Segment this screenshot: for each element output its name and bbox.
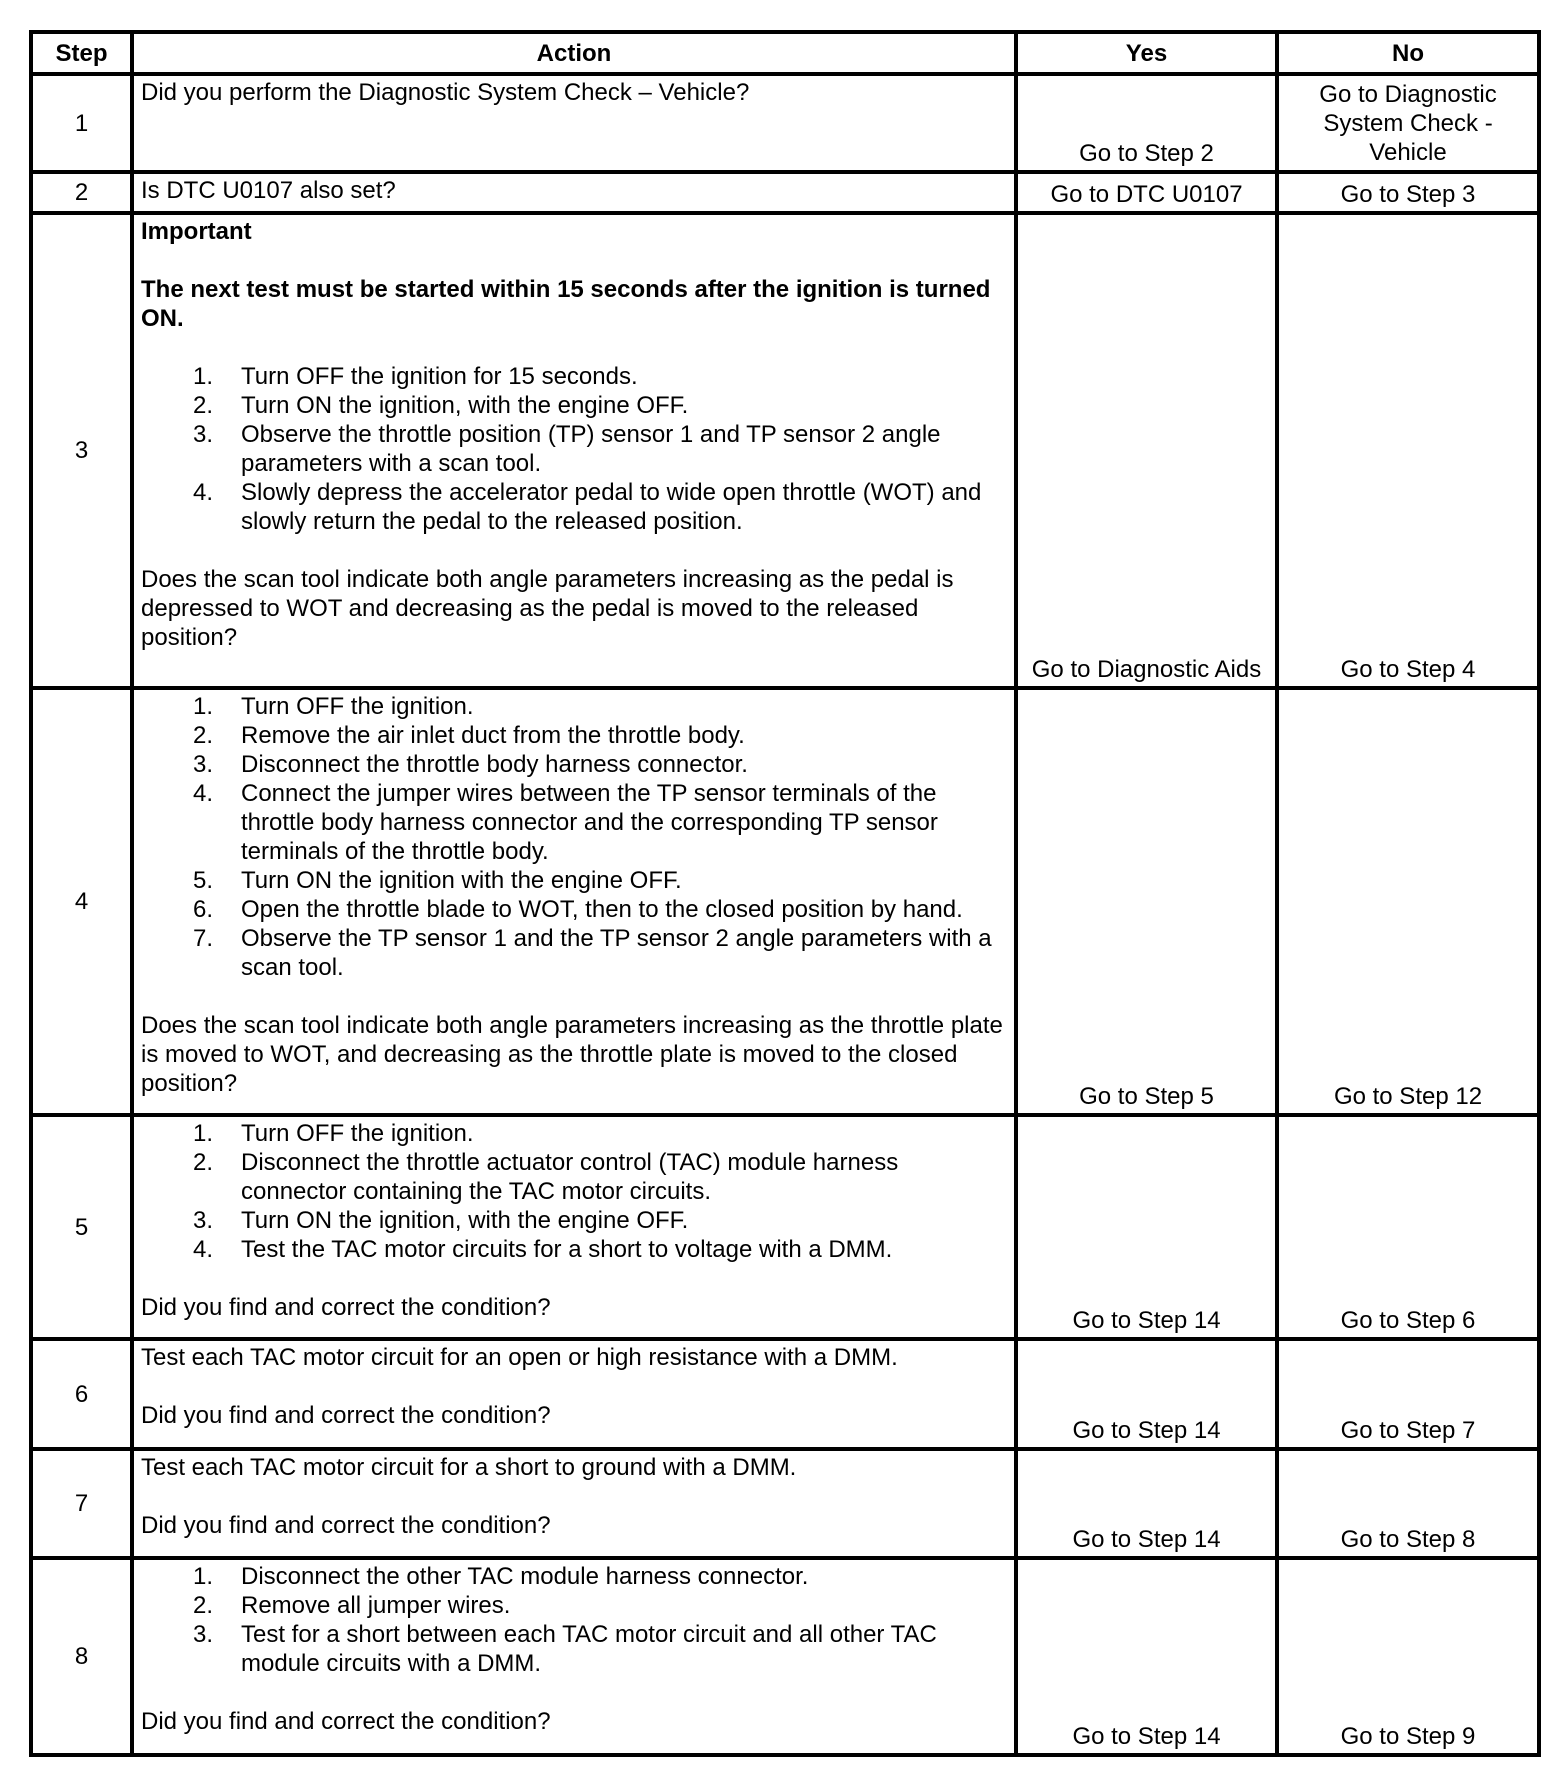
step-number: 6 [31,1339,132,1449]
list-item [141,1119,1007,1148]
no-cell: Go to Step 12 [1277,688,1539,1115]
question-text: Is DTC U0107 also set? [141,177,396,204]
item-number: 4. [192,479,213,506]
yes-cell: Go to Step 14 [1016,1449,1277,1558]
no-cell: Go to Step 7 [1277,1339,1539,1449]
item-number: 3. [192,1207,213,1234]
list-item [141,750,1007,779]
list-item [141,478,1007,536]
table-row [31,172,1539,213]
step-number: 5 [31,1115,132,1339]
item-text: Remove the air inlet duct from the throttle body. [241,722,745,749]
action-cell [132,1558,1016,1755]
header-row [31,32,1539,74]
procedure-list [141,1562,1007,1678]
question-text: Did you perform the Diagnostic System Check – Vehicle? [141,79,750,106]
list-item [141,1620,1007,1678]
list-item [141,1206,1007,1235]
item-number: 2. [192,1592,213,1619]
action-cell [132,172,1016,213]
yes-cell: Go to Step 14 [1016,1558,1277,1755]
question-text: Did you find and correct the condition? [141,1512,551,1539]
item-number: 3. [192,1621,213,1648]
question-text: Did you find and correct the condition? [141,1708,551,1735]
list-item [141,779,1007,866]
item-number: 5. [192,867,213,894]
no-cell: Go to Step 4 [1277,213,1539,688]
item-number: 2. [192,722,213,749]
question-text: Does the scan tool indicate both angle parameters increasing as the pedal is depressed to WOT and decreasing as the pedal is moved to the released position? [141,566,954,651]
item-number: 2. [192,392,213,419]
spacer [141,1372,1007,1401]
item-text: Remove all jumper wires. [241,1592,511,1619]
header-step: Step [31,32,132,74]
question-text: Did you find and correct the condition? [141,1294,551,1321]
important-text: The next test must be started within 15 seconds after the ignition is turned ON. [141,276,991,332]
item-text: Test for a short between each TAC motor circuit and all other TAC module circuits with a DMM. [241,1621,937,1677]
list-item [141,1235,1007,1264]
list-item [141,924,1007,982]
action-cell [132,1115,1016,1339]
item-text: Observe the throttle position (TP) sensor 1 and TP sensor 2 angle parameters with a scan tool. [241,421,941,477]
no-cell: Go to Step 9 [1277,1558,1539,1755]
action-cell [132,213,1016,688]
table-row [31,1449,1539,1558]
yes-cell: Go to Diagnostic Aids [1016,213,1277,688]
item-number: 1. [192,1563,213,1590]
item-text: Test the TAC motor circuits for a short to voltage with a DMM. [241,1236,893,1263]
header-no: No [1277,32,1539,74]
item-text: Disconnect the throttle actuator control (TAC) module harness connector containing the TAC motor circuits. [241,1149,899,1205]
item-number: 7. [192,925,213,952]
list-item [141,391,1007,420]
table-row [31,1558,1539,1755]
diagnostic-table [29,30,1541,1757]
list-item [141,420,1007,478]
item-number: 3. [192,421,213,448]
no-cell: Go to Step 6 [1277,1115,1539,1339]
no-cell: Go to Diagnostic System Check - Vehicle [1277,74,1539,172]
no-cell: Go to Step 3 [1277,172,1539,213]
yes-cell: Go to Step 14 [1016,1339,1277,1449]
table-row [31,1339,1539,1449]
item-number: 1. [192,693,213,720]
action-cell [132,1449,1016,1558]
step-number: 1 [31,74,132,172]
question-text: Does the scan tool indicate both angle parameters increasing as the throttle plate is moved to WOT, and decreasing as the throttle plate is moved to the closed position? [141,1012,1003,1097]
instruction-text: Test each TAC motor circuit for an open or high resistance with a DMM. [141,1344,898,1371]
procedure-list [141,1119,1007,1264]
yes-cell: Go to Step 14 [1016,1115,1277,1339]
step-number: 8 [31,1558,132,1755]
item-text: Disconnect the throttle body harness connector. [241,751,748,778]
item-text: Turn ON the ignition, with the engine OFF. [241,392,689,419]
table-row [31,213,1539,688]
item-number: 1. [192,1120,213,1147]
table-row [31,688,1539,1115]
question-text: Did you find and correct the condition? [141,1402,551,1429]
item-number: 4. [192,1236,213,1263]
table-row [31,1115,1539,1339]
yes-cell: Go to Step 5 [1016,688,1277,1115]
list-item [141,362,1007,391]
item-text: Observe the TP sensor 1 and the TP sensor 2 angle parameters with a scan tool. [241,925,992,981]
item-text: Open the throttle blade to WOT, then to the closed position by hand. [241,896,963,923]
list-item [141,692,1007,721]
list-item [141,1148,1007,1206]
item-text: Turn ON the ignition, with the engine OFF. [241,1207,689,1234]
header-yes: Yes [1016,32,1277,74]
procedure-list [141,362,1007,536]
step-number: 7 [31,1449,132,1558]
item-number: 1. [192,363,213,390]
instruction-text: Test each TAC motor circuit for a short to ground with a DMM. [141,1454,797,1481]
list-item [141,721,1007,750]
item-text: Turn OFF the ignition. [241,1120,474,1147]
list-item [141,1591,1007,1620]
step-number: 4 [31,688,132,1115]
item-text: Connect the jumper wires between the TP sensor terminals of the throttle body harness connector and the corresponding TP sensor terminals of the throttle body. [241,780,938,865]
item-text: Turn OFF the ignition. [241,693,474,720]
action-cell [132,1339,1016,1449]
table-row [31,74,1539,172]
procedure-list [141,692,1007,982]
step-number: 2 [31,172,132,213]
yes-cell: Go to Step 2 [1016,74,1277,172]
list-item [141,866,1007,895]
item-text: Disconnect the other TAC module harness connector. [241,1563,809,1590]
yes-cell: Go to DTC U0107 [1016,172,1277,213]
action-cell [132,688,1016,1115]
step-number: 3 [31,213,132,688]
item-number: 4. [192,780,213,807]
item-text: Slowly depress the accelerator pedal to wide open throttle (WOT) and slowly return the pedal to the released position. [241,479,982,535]
item-text: Turn ON the ignition with the engine OFF. [241,867,682,894]
item-number: 6. [192,896,213,923]
item-number: 3. [192,751,213,778]
header-action: Action [132,32,1016,74]
action-cell [132,74,1016,172]
item-text: Turn OFF the ignition for 15 seconds. [241,363,638,390]
list-item [141,895,1007,924]
important-title: Important [141,218,252,245]
no-cell: Go to Step 8 [1277,1449,1539,1558]
spacer [141,1482,1007,1511]
item-number: 2. [192,1149,213,1176]
list-item [141,1562,1007,1591]
